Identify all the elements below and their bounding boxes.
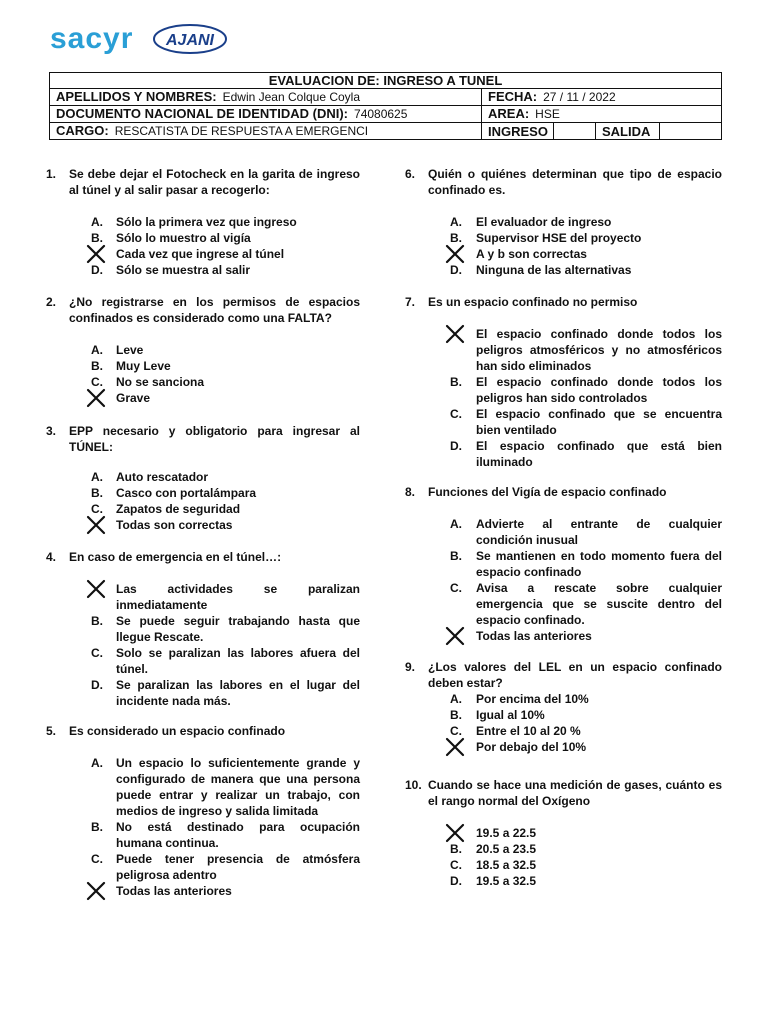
answer-cross-mark-icon bbox=[445, 626, 465, 646]
date-cell bbox=[482, 89, 722, 106]
option-letter: B. bbox=[91, 231, 103, 245]
question-text: Cuando se hace una medición de gases, cuánto es el rango normal del Oxígeno bbox=[428, 778, 722, 808]
option-text: Muy Leve bbox=[116, 359, 171, 373]
option-text: Grave bbox=[116, 391, 151, 405]
area-label: AREA: bbox=[488, 106, 530, 121]
question-number: 8. bbox=[405, 485, 416, 499]
question-text: Quién o quiénes determinan que tipo de espacio confinado es. bbox=[428, 167, 722, 197]
question-number: 7. bbox=[405, 295, 416, 309]
header-table bbox=[49, 72, 722, 140]
cargo-label: CARGO: bbox=[56, 123, 109, 138]
question-text: EPP necesario y obligatorio para ingresar al TÚNEL: bbox=[69, 424, 360, 454]
names-label: APELLIDOS Y NOMBRES: bbox=[56, 89, 217, 104]
option-letter: D. bbox=[91, 263, 103, 277]
option-letter: C. bbox=[450, 858, 462, 872]
option-letter: A. bbox=[450, 517, 462, 531]
option-text: Por encima del 10% bbox=[476, 692, 589, 706]
option-text: 19.5 a 22.5 bbox=[476, 826, 537, 840]
option-text: Todas son correctas bbox=[116, 518, 233, 532]
option-text: Todas las anteriores bbox=[116, 884, 232, 898]
question-text: Funciones del Vigía de espacio confinado bbox=[428, 485, 667, 499]
option-item[interactable] bbox=[405, 841, 722, 857]
question-header bbox=[46, 549, 360, 565]
option-text: A y b son correctas bbox=[476, 247, 587, 261]
option-item[interactable] bbox=[46, 390, 360, 406]
option-item[interactable] bbox=[405, 580, 722, 628]
question-text: ¿No registrarse en los permisos de espacios confinados es considerado como una FALTA? bbox=[69, 295, 360, 325]
option-text: El espacio confinado donde todos los peligros atmosféricos y no atmosféricos han sido eliminados bbox=[476, 327, 722, 373]
salida-value-cell bbox=[660, 123, 722, 140]
answer-cross-mark-icon bbox=[86, 579, 106, 599]
option-item[interactable] bbox=[46, 581, 360, 613]
option-text: No se sanciona bbox=[116, 375, 205, 389]
option-letter: C. bbox=[450, 581, 462, 595]
options-list bbox=[405, 825, 722, 889]
option-text: Solo se paralizan las labores afuera del túnel. bbox=[116, 646, 360, 676]
options-list bbox=[46, 755, 360, 899]
question-1 bbox=[46, 166, 360, 278]
option-letter: B. bbox=[450, 375, 462, 389]
option-text: Zapatos de seguridad bbox=[116, 502, 241, 516]
option-text: Sólo la primera vez que ingreso bbox=[116, 215, 297, 229]
question-text: Es un espacio confinado no permiso bbox=[428, 295, 638, 309]
option-item[interactable] bbox=[46, 342, 360, 358]
option-item[interactable] bbox=[46, 262, 360, 278]
options-list bbox=[405, 326, 722, 470]
names-cell bbox=[50, 89, 482, 106]
option-letter: A. bbox=[450, 692, 462, 706]
option-text: No está destinado para ocupación humana continua. bbox=[116, 820, 360, 850]
answer-cross-mark-icon bbox=[86, 388, 106, 408]
option-letter: D. bbox=[450, 263, 462, 277]
evaluation-title: EVALUACION DE: INGRESO A TUNEL bbox=[50, 73, 722, 89]
question-7 bbox=[405, 294, 722, 470]
answer-cross-mark-icon bbox=[445, 737, 465, 757]
option-text: Casco con portalámpara bbox=[116, 486, 257, 500]
option-letter: C. bbox=[91, 852, 103, 866]
option-letter: B. bbox=[450, 231, 462, 245]
question-9 bbox=[405, 659, 722, 755]
question-header bbox=[405, 166, 722, 198]
question-number: 9. bbox=[405, 660, 416, 674]
date-label: FECHA: bbox=[488, 89, 538, 104]
option-letter: A. bbox=[91, 756, 103, 770]
option-item[interactable] bbox=[405, 246, 722, 262]
option-letter: B. bbox=[91, 820, 103, 834]
answer-cross-mark-icon bbox=[86, 881, 106, 901]
option-text: Advierte al entrante de cualquier condición inusual bbox=[476, 517, 722, 547]
question-header bbox=[46, 294, 360, 326]
salida-label: SALIDA bbox=[596, 123, 660, 140]
question-5 bbox=[46, 723, 360, 899]
option-text: 18.5 a 32.5 bbox=[476, 858, 537, 872]
question-header bbox=[405, 484, 722, 500]
option-item[interactable] bbox=[405, 691, 722, 707]
option-item[interactable] bbox=[405, 707, 722, 723]
question-number: 5. bbox=[46, 724, 57, 738]
question-8 bbox=[405, 484, 722, 644]
dni-cell bbox=[50, 106, 482, 123]
answer-cross-mark-icon bbox=[445, 823, 465, 843]
option-letter: D. bbox=[450, 439, 462, 453]
option-item[interactable] bbox=[405, 406, 722, 438]
option-letter: A. bbox=[91, 215, 103, 229]
question-10 bbox=[405, 777, 722, 889]
question-3 bbox=[46, 423, 360, 533]
option-letter: C. bbox=[91, 646, 103, 660]
option-item[interactable] bbox=[46, 469, 360, 485]
option-text: Puede tener presencia de atmósfera peligrosa adentro bbox=[116, 852, 360, 882]
option-item[interactable] bbox=[46, 819, 360, 851]
option-letter: C. bbox=[450, 407, 462, 421]
option-text: Cada vez que ingrese al túnel bbox=[116, 247, 285, 261]
option-item[interactable] bbox=[46, 851, 360, 883]
option-text: Supervisor HSE del proyecto bbox=[476, 231, 642, 245]
option-text: Por debajo del 10% bbox=[476, 740, 587, 754]
options-list bbox=[46, 342, 360, 406]
option-text: 19.5 a 32.5 bbox=[476, 874, 537, 888]
dni-label: DOCUMENTO NACIONAL DE IDENTIDAD (DNI): bbox=[56, 106, 349, 121]
option-letter: B. bbox=[91, 359, 103, 373]
date-value: 27 / 11 / 2022 bbox=[543, 90, 616, 104]
question-number: 10. bbox=[405, 778, 422, 792]
option-item[interactable] bbox=[405, 326, 722, 374]
option-text: El espacio confinado que se encuentra bien ventilado bbox=[476, 407, 722, 437]
option-letter: D. bbox=[450, 874, 462, 888]
option-item[interactable] bbox=[46, 613, 360, 645]
cargo-cell bbox=[50, 123, 482, 140]
option-text: Sólo lo muestro al vigía bbox=[116, 231, 251, 245]
question-6 bbox=[405, 166, 722, 278]
option-letter: C. bbox=[91, 375, 103, 389]
options-list bbox=[46, 581, 360, 709]
option-letter: B. bbox=[91, 486, 103, 500]
option-item[interactable] bbox=[46, 358, 360, 374]
option-text: Auto rescatador bbox=[116, 470, 209, 484]
option-item[interactable] bbox=[46, 755, 360, 819]
option-item[interactable] bbox=[46, 677, 360, 709]
question-number: 2. bbox=[46, 295, 57, 309]
option-item[interactable] bbox=[405, 374, 722, 406]
options-list bbox=[405, 691, 722, 755]
options-list bbox=[405, 214, 722, 278]
area-value: HSE bbox=[535, 107, 560, 121]
option-text: Ninguna de las alternativas bbox=[476, 263, 632, 277]
option-item[interactable] bbox=[405, 739, 722, 755]
option-item[interactable] bbox=[405, 628, 722, 644]
option-text: Se puede seguir trabajando hasta que llegue Rescate. bbox=[116, 614, 360, 644]
area-cell bbox=[482, 106, 722, 123]
question-header bbox=[46, 166, 360, 198]
option-item[interactable] bbox=[405, 214, 722, 230]
option-letter: D. bbox=[91, 678, 103, 692]
answer-cross-mark-icon bbox=[445, 244, 465, 264]
option-text: Avisa a rescate sobre cualquier emergencia que se suscite dentro del espacio confinado. bbox=[476, 581, 722, 627]
option-item[interactable] bbox=[46, 485, 360, 501]
option-text: 20.5 a 23.5 bbox=[476, 842, 537, 856]
option-text: Entre el 10 al 20 % bbox=[476, 724, 581, 738]
option-item[interactable] bbox=[405, 438, 722, 470]
option-text: Las actividades se paralizan inmediatamente bbox=[116, 582, 360, 612]
question-2 bbox=[46, 294, 360, 406]
option-item[interactable] bbox=[46, 246, 360, 262]
option-item[interactable] bbox=[46, 517, 360, 533]
option-item[interactable] bbox=[46, 883, 360, 899]
options-list bbox=[405, 516, 722, 644]
question-header bbox=[405, 294, 722, 310]
option-text: El evaluador de ingreso bbox=[476, 215, 612, 229]
question-number: 3. bbox=[46, 424, 57, 438]
option-text: El espacio confinado donde todos los peligros han sido controlados bbox=[476, 375, 722, 405]
question-header bbox=[405, 659, 722, 691]
ingreso-value-cell bbox=[554, 123, 596, 140]
logo-brand-text: sacyr bbox=[50, 22, 134, 55]
cargo-value: RESCATISTA DE RESPUESTA A EMERGENCI bbox=[114, 124, 369, 138]
answer-cross-mark-icon bbox=[86, 515, 106, 535]
option-letter: B. bbox=[450, 549, 462, 563]
question-number: 1. bbox=[46, 167, 57, 181]
option-letter: B. bbox=[91, 614, 103, 628]
option-item[interactable] bbox=[405, 548, 722, 580]
question-header bbox=[46, 723, 360, 739]
option-text: Igual al 10% bbox=[476, 708, 545, 722]
option-text: Todas las anteriores bbox=[476, 629, 592, 643]
option-letter: B. bbox=[450, 842, 462, 856]
option-item[interactable] bbox=[405, 857, 722, 873]
ingreso-label: INGRESO bbox=[482, 123, 554, 140]
question-header bbox=[46, 423, 360, 455]
option-letter: B. bbox=[450, 708, 462, 722]
options-list bbox=[46, 469, 360, 533]
option-letter: A. bbox=[91, 343, 103, 357]
option-text: Un espacio lo suficientemente grande y configurado de manera que una persona puede entrar y realizar un trabajo, con medios de ingreso y salida limitada bbox=[116, 756, 360, 818]
question-text: ¿Los valores del LEL en un espacio confinado deben estar? bbox=[428, 660, 722, 690]
option-text: El espacio confinado que está bien iluminado bbox=[476, 439, 722, 469]
question-number: 4. bbox=[46, 550, 57, 564]
option-letter: A. bbox=[450, 215, 462, 229]
option-item[interactable] bbox=[405, 825, 722, 841]
names-value: Edwin Jean Colque Coyla bbox=[222, 90, 361, 104]
logo-partner-text: AJANI bbox=[165, 32, 215, 49]
question-text: Se debe dejar el Fotocheck en la garita de ingreso al túnel y al salir pasar a recogerlo: bbox=[69, 167, 360, 197]
question-4 bbox=[46, 549, 360, 709]
option-letter: A. bbox=[91, 470, 103, 484]
option-item[interactable] bbox=[405, 262, 722, 278]
question-text: Es considerado un espacio confinado bbox=[69, 724, 286, 738]
options-list bbox=[46, 214, 360, 278]
dni-value: 74080625 bbox=[354, 107, 408, 121]
question-text: En caso de emergencia en el túnel…: bbox=[69, 550, 282, 564]
question-header bbox=[405, 777, 722, 809]
question-number: 6. bbox=[405, 167, 416, 181]
option-letter: C. bbox=[450, 724, 462, 738]
option-letter: C. bbox=[91, 502, 103, 516]
option-item[interactable] bbox=[46, 214, 360, 230]
option-text: Se mantienen en todo momento fuera del espacio confinado bbox=[476, 549, 722, 579]
option-text: Leve bbox=[116, 343, 144, 357]
option-text: Se paralizan las labores en el lugar del incidente nada más. bbox=[116, 678, 360, 708]
answer-cross-mark-icon bbox=[445, 324, 465, 344]
option-item[interactable] bbox=[405, 516, 722, 548]
option-item[interactable] bbox=[405, 873, 722, 889]
answer-cross-mark-icon bbox=[86, 244, 106, 264]
option-text: Sólo se muestra al salir bbox=[116, 263, 251, 277]
option-item[interactable] bbox=[46, 645, 360, 677]
company-logo bbox=[50, 20, 230, 60]
